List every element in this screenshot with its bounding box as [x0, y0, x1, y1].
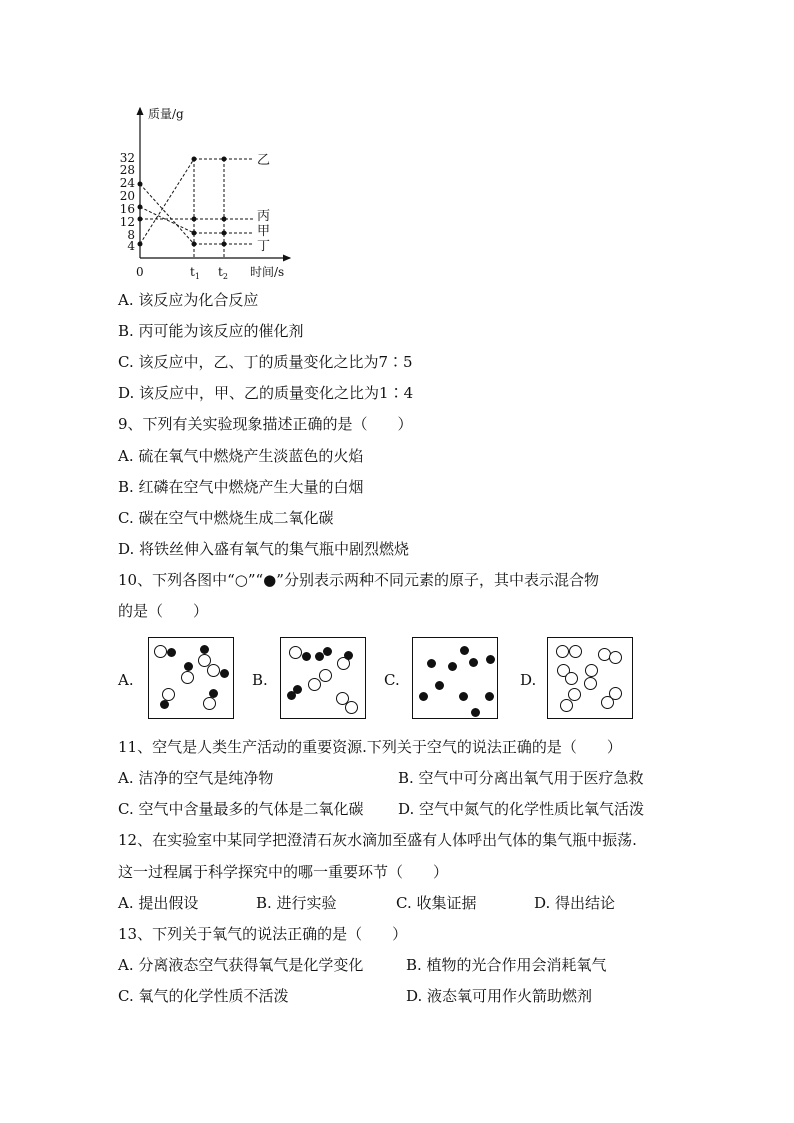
mass-time-graph — [110, 100, 310, 285]
white-atom — [565, 672, 578, 685]
q10-label-c: C. — [384, 671, 400, 689]
black-atom — [469, 658, 478, 667]
white-atom — [556, 645, 569, 658]
q10-figure-b — [280, 637, 366, 719]
q11-option-c: C. 空气中含量最多的气体是二氧化碳 — [118, 800, 364, 818]
y-tick: 12 — [119, 215, 135, 229]
black-atom — [160, 700, 169, 709]
black-atom — [302, 652, 311, 661]
q11-option-a: A. 洁净的空气是纯净物 — [118, 769, 274, 787]
series-label: 丁 — [257, 239, 271, 254]
q13-stem: 13、下列关于氧气的说法正确的是（ ） — [118, 925, 408, 943]
y-tick: 24 — [119, 176, 135, 190]
x-axis-label: 时间/s — [250, 265, 285, 279]
y-tick-labels — [120, 151, 136, 253]
series-yi — [138, 153, 271, 247]
y-tick: 28 — [119, 163, 135, 177]
q13-option-d: D. 液态氧可用作火箭助燃剂 — [406, 987, 593, 1005]
x-tick-t1: $t_1$ — [190, 265, 200, 281]
q10-figure-a — [148, 637, 234, 719]
white-atom — [154, 645, 167, 658]
q9-option-c: C. 碳在空气中燃烧生成二氧化碳 — [118, 509, 334, 527]
white-atom — [207, 664, 220, 677]
q8-option-d: D. 该反应中，甲、乙的质量变化之比为1∶4 — [118, 384, 414, 402]
q10-figure-c — [412, 637, 498, 719]
black-atom — [459, 692, 468, 701]
q12-option-a: A. 提出假设 — [118, 894, 199, 912]
origin-label: 0 — [136, 265, 144, 279]
q8-option-a: A. 该反应为化合反应 — [118, 291, 259, 309]
black-atom — [485, 692, 494, 701]
series-label: 甲 — [257, 224, 271, 239]
white-atom — [203, 697, 216, 710]
y-tick: 4 — [127, 239, 135, 253]
black-atom — [419, 692, 428, 701]
y-tick: 8 — [127, 228, 135, 242]
black-atom — [435, 681, 444, 690]
black-atom — [427, 659, 436, 668]
white-atom — [345, 701, 358, 714]
q13-option-b: B. 植物的光合作用会消耗氧气 — [406, 956, 607, 974]
y-tick: 16 — [119, 202, 135, 216]
x-tick-t2: $t_2$ — [218, 265, 228, 281]
q10-label-a: A. — [118, 671, 134, 689]
black-atom — [460, 646, 469, 655]
black-atom — [323, 647, 332, 656]
q12-stem-line1: 12、在实验室中某同学把澄清石灰水滴加至盛有人体呼出气体的集气瓶中振荡. — [118, 831, 637, 849]
y-tick: 20 — [119, 189, 135, 203]
black-atom — [200, 645, 209, 654]
white-atom — [609, 651, 622, 664]
series-label: 丙 — [257, 209, 271, 224]
black-atom — [486, 655, 495, 664]
white-atom — [601, 696, 614, 709]
q13-option-c: C. 氧气的化学性质不活泼 — [118, 987, 289, 1005]
q9-option-b: B. 红磷在空气中燃烧产生大量的白烟 — [118, 478, 364, 496]
white-atom — [585, 664, 598, 677]
q12-stem-line2: 这一过程属于科学探究中的哪一重要环节（ ） — [118, 863, 449, 881]
y-axis-label: 质量/g — [148, 107, 184, 121]
white-atom — [181, 671, 194, 684]
q9-option-d: D. 将铁丝伸入盛有氧气的集气瓶中剧烈燃烧 — [118, 540, 410, 558]
q10-figure-d — [547, 637, 633, 719]
q9-stem: 9、下列有关实验现象描述正确的是（ ） — [118, 415, 413, 433]
black-atom — [167, 648, 176, 657]
q13-option-a: A. 分离液态空气获得氧气是化学变化 — [118, 956, 364, 974]
black-atom — [287, 691, 296, 700]
black-atom — [184, 662, 193, 671]
white-atom — [584, 677, 597, 690]
y-tick: 32 — [119, 151, 135, 165]
black-atom — [471, 708, 480, 717]
white-atom — [289, 646, 302, 659]
q11-option-d: D. 空气中氮气的化学性质比氧气活泼 — [398, 800, 645, 818]
white-atom — [560, 699, 573, 712]
black-atom — [220, 669, 229, 678]
black-atom — [344, 651, 353, 660]
q10-label-d: D. — [520, 671, 537, 689]
q10-stem-line1: 10、下列各图中“○”“●”分别表示两种不同元素的原子，其中表示混合物 — [118, 571, 599, 589]
white-atom — [569, 645, 582, 658]
white-atom — [319, 669, 332, 682]
series-ding — [138, 182, 271, 255]
q10-label-b: B. — [252, 671, 268, 689]
q11-stem: 11、空气是人类生产活动的重要资源.下列关于空气的说法正确的是（ ） — [118, 738, 622, 756]
q12-option-c: C. 收集证据 — [396, 894, 477, 912]
q12-option-b: B. 进行实验 — [256, 894, 337, 912]
q10-stem-line2: 的是（ ） — [118, 602, 209, 620]
q9-option-a: A. 硫在氧气中燃烧产生淡蓝色的火焰 — [118, 447, 364, 465]
series-label: 乙 — [257, 153, 271, 168]
q8-option-c: C. 该反应中，乙、丁的质量变化之比为7∶5 — [118, 353, 413, 371]
q8-option-b: B. 丙可能为该反应的催化剂 — [118, 322, 304, 340]
q11-option-b: B. 空气中可分离出氧气用于医疗急救 — [398, 769, 644, 787]
q12-option-d: D. 得出结论 — [534, 894, 616, 912]
white-atom — [308, 678, 321, 691]
black-atom — [448, 662, 457, 671]
series-jia — [138, 205, 271, 240]
